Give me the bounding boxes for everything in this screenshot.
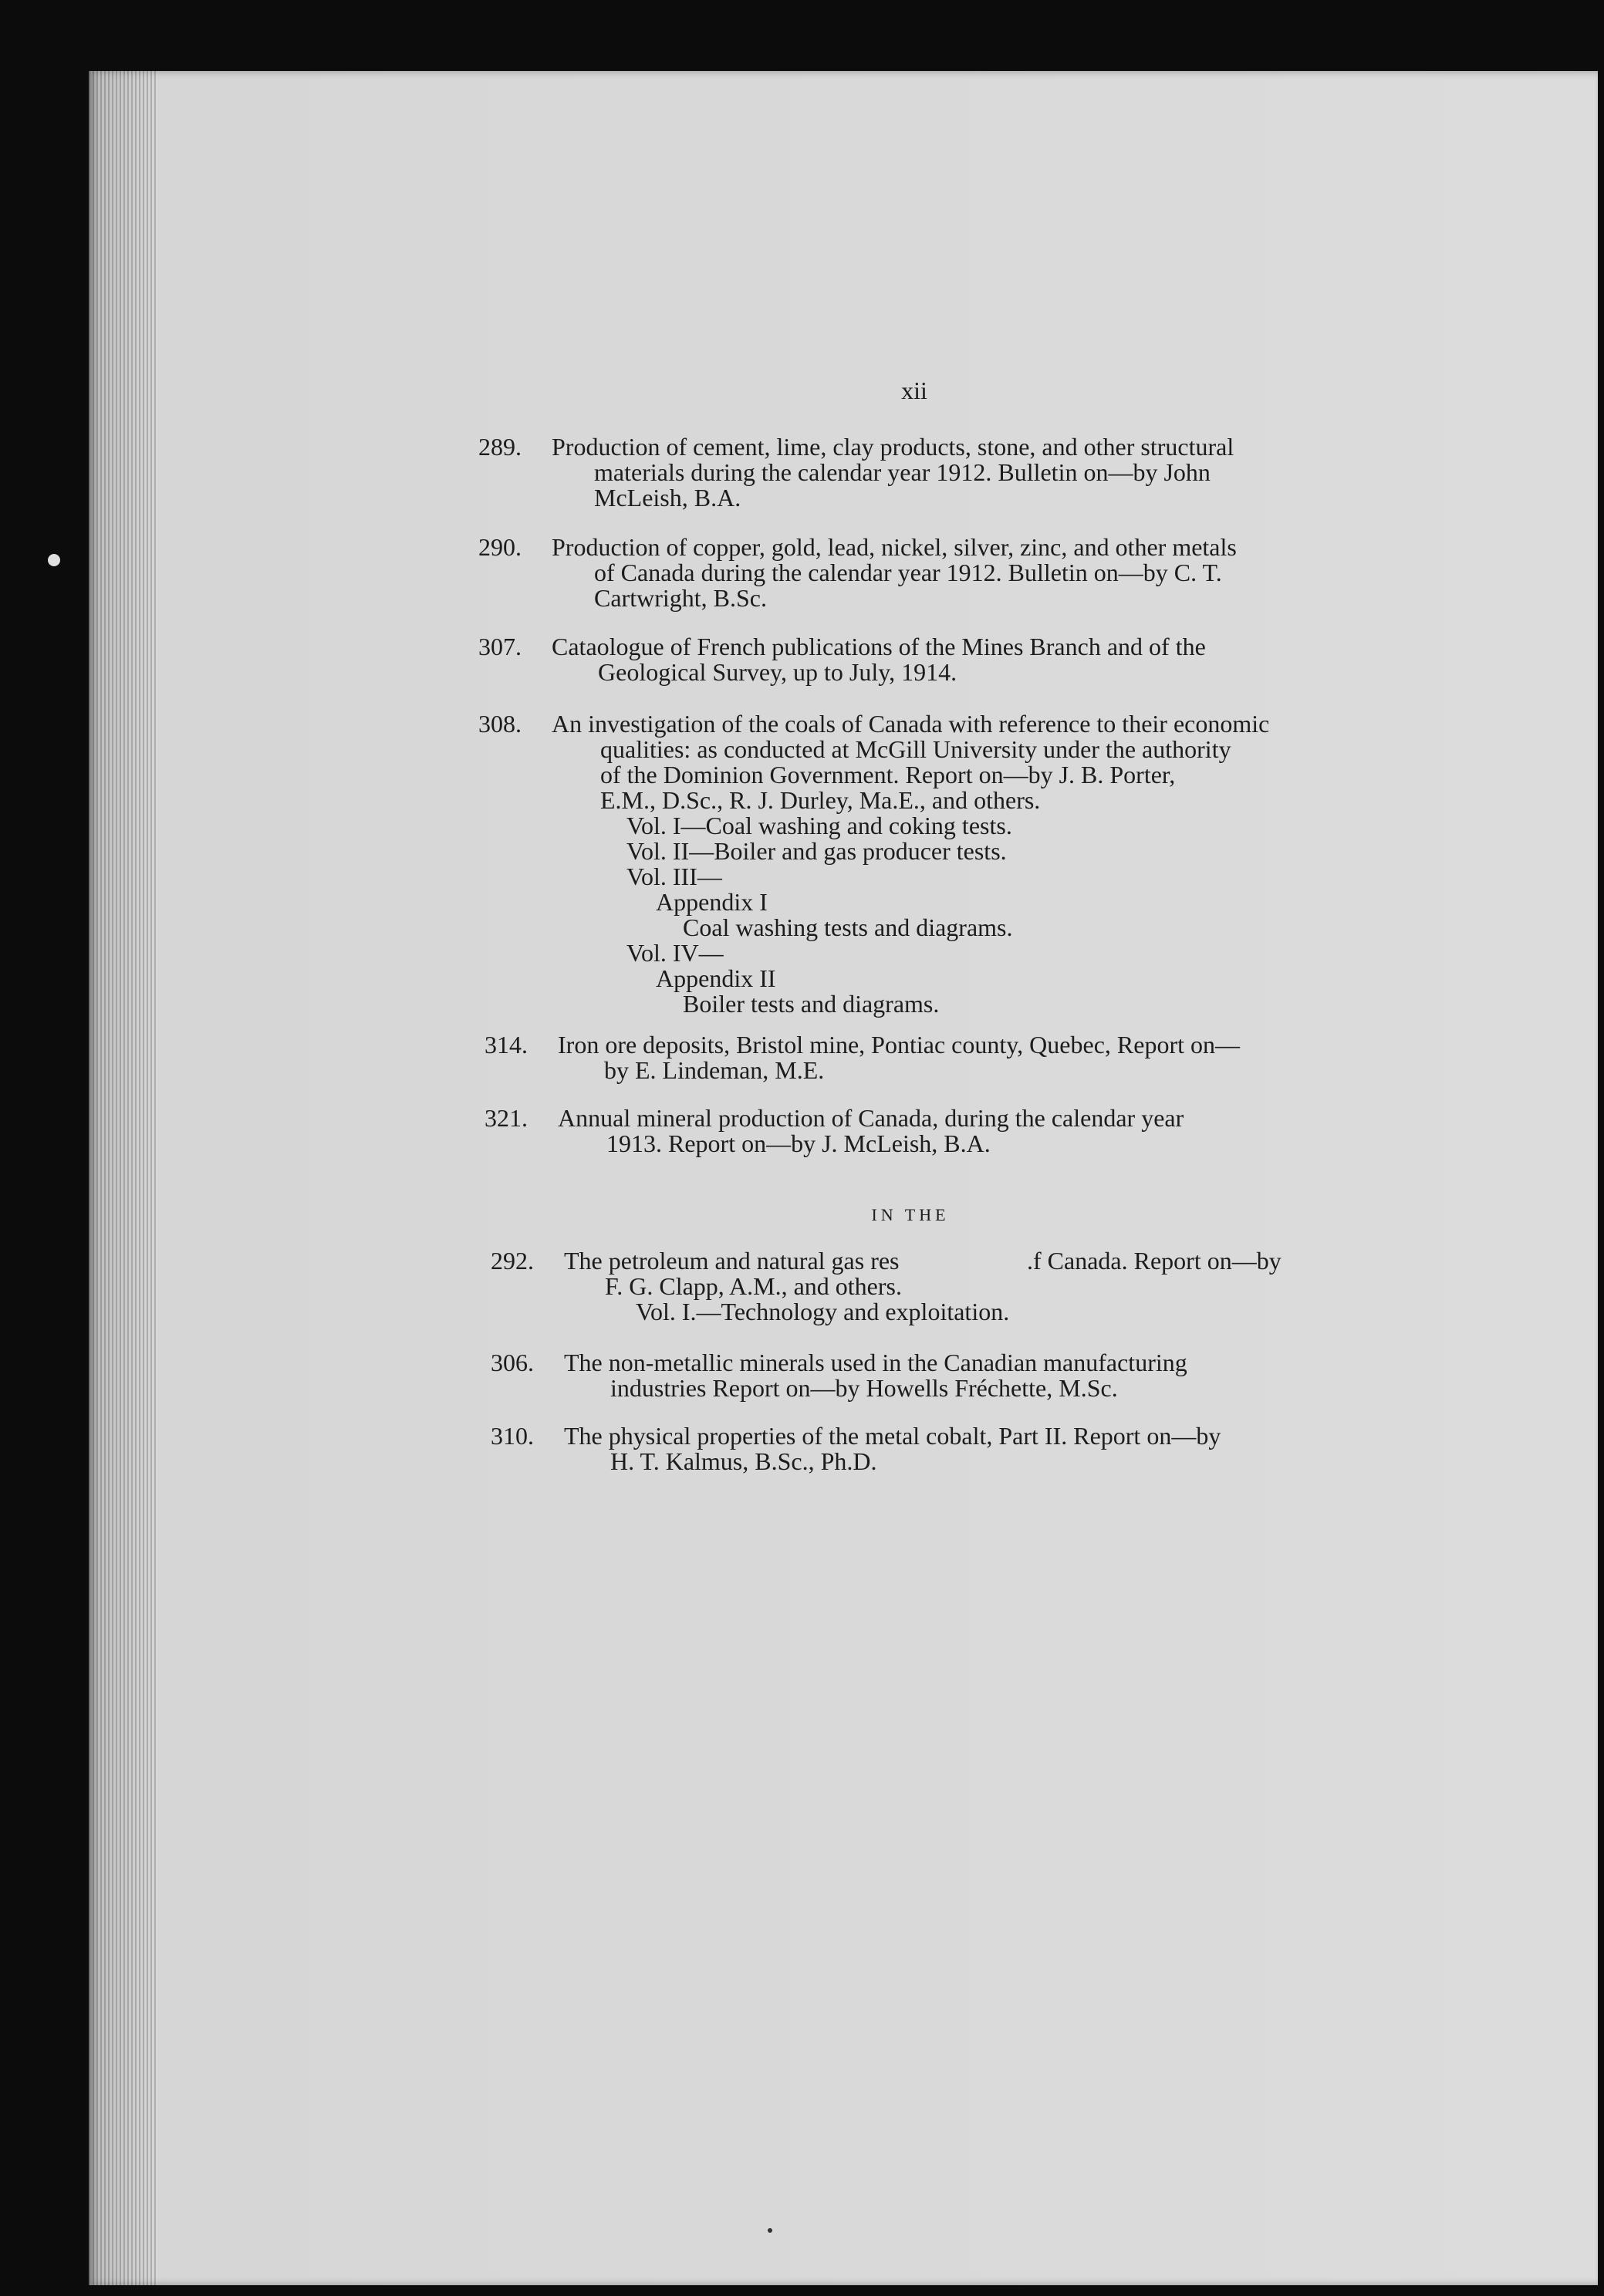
entry-text-line: Geological Survey, up to July, 1914. — [598, 658, 957, 686]
entry-text-line: An investigation of the coals of Canada with reference to their economic — [552, 710, 1270, 738]
entry-text-line: H. T. Kalmus, B.Sc., Ph.D. — [610, 1447, 877, 1475]
entry-text-line: Appendix II — [656, 964, 776, 992]
publication-entry — [485, 1032, 1395, 1094]
publication-entry — [478, 634, 1389, 696]
entry-number: 306. — [491, 1349, 534, 1376]
entry-text-line: Vol. I.—Technology and exploitation. — [636, 1298, 1010, 1325]
publication-entry — [491, 1350, 1401, 1412]
entry-text-line: materials during the calendar year 1912. Bulletin on—by John — [594, 458, 1211, 486]
entry-number: 314. — [485, 1031, 528, 1059]
entry-text-line: The petroleum and natural gas res — [564, 1247, 900, 1275]
entry-text-line: Vol. II—Boiler and gas producer tests. — [626, 837, 1007, 865]
entry-text-line: Vol. IV— — [626, 939, 724, 967]
entry-number: 321. — [485, 1104, 528, 1132]
entry-text-line: Appendix I — [656, 888, 768, 916]
entry-text-line: by E. Lindeman, M.E. — [604, 1056, 825, 1084]
entry-number: 289. — [478, 433, 522, 461]
publication-entry — [485, 1106, 1395, 1167]
entry-text-line: F. G. Clapp, A.M., and others. — [605, 1272, 902, 1300]
entry-number: 290. — [478, 533, 522, 561]
page-number: xii — [901, 376, 927, 404]
entry-text-line: of the Dominion Government. Report on—by J. B. Porter, — [600, 761, 1176, 788]
entry-number: 292. — [491, 1247, 534, 1275]
entry-text-line: Annual mineral production of Canada, during the calendar year — [558, 1104, 1184, 1132]
entry-text-line: McLeish, B.A. — [594, 484, 741, 512]
publication-entry — [478, 535, 1389, 620]
entry-text-line: 1913. Report on—by J. McLeish, B.A. — [606, 1129, 991, 1157]
entry-text-line: E.M., D.Sc., R. J. Durley, Ma.E., and others. — [600, 786, 1041, 814]
publication-entry — [478, 711, 1389, 1020]
entry-text-line: of Canada during the calendar year 1912. Bulletin on—by C. T. — [594, 559, 1222, 586]
entry-text-line: Cataologue of French publications of the Mines Branch and of the — [552, 633, 1206, 660]
entry-text-line: Coal washing tests and diagrams. — [683, 913, 1013, 941]
publication-entry — [491, 1248, 1401, 1333]
entry-text-line: Boiler tests and diagrams. — [683, 990, 940, 1018]
entry-text-line: qualities: as conducted at McGill University under the authority — [600, 735, 1231, 763]
entry-text-line: Production of cement, lime, clay products, stone, and other structural — [552, 433, 1234, 461]
entry-text-line: Vol. III— — [626, 863, 722, 890]
entry-text-line: The non-metallic minerals used in the Canadian manufacturing — [564, 1349, 1187, 1376]
entry-text-line: Cartwright, B.Sc. — [594, 584, 767, 612]
entry-number: 307. — [478, 633, 522, 660]
entry-text-line: Iron ore deposits, Bristol mine, Pontiac county, Quebec, Report on— — [558, 1031, 1240, 1059]
entry-text-line: The physical properties of the metal cobalt, Part II. Report on—by — [564, 1422, 1221, 1450]
entry-text-line: .f Canada. Report on—by — [1027, 1247, 1282, 1275]
entry-text-line: Production of copper, gold, lead, nickel, silver, zinc, and other metals — [552, 533, 1237, 561]
entry-number: 310. — [491, 1422, 534, 1450]
entry-text-line: Vol. I—Coal washing and coking tests. — [626, 812, 1012, 839]
section-heading: IN THE — [871, 1205, 950, 1224]
entry-text-line: industries Report on—by Howells Fréchette, M.Sc. — [610, 1374, 1118, 1402]
entry-number: 308. — [478, 710, 522, 738]
publication-entry — [478, 434, 1389, 519]
publication-entry — [491, 1423, 1401, 1485]
